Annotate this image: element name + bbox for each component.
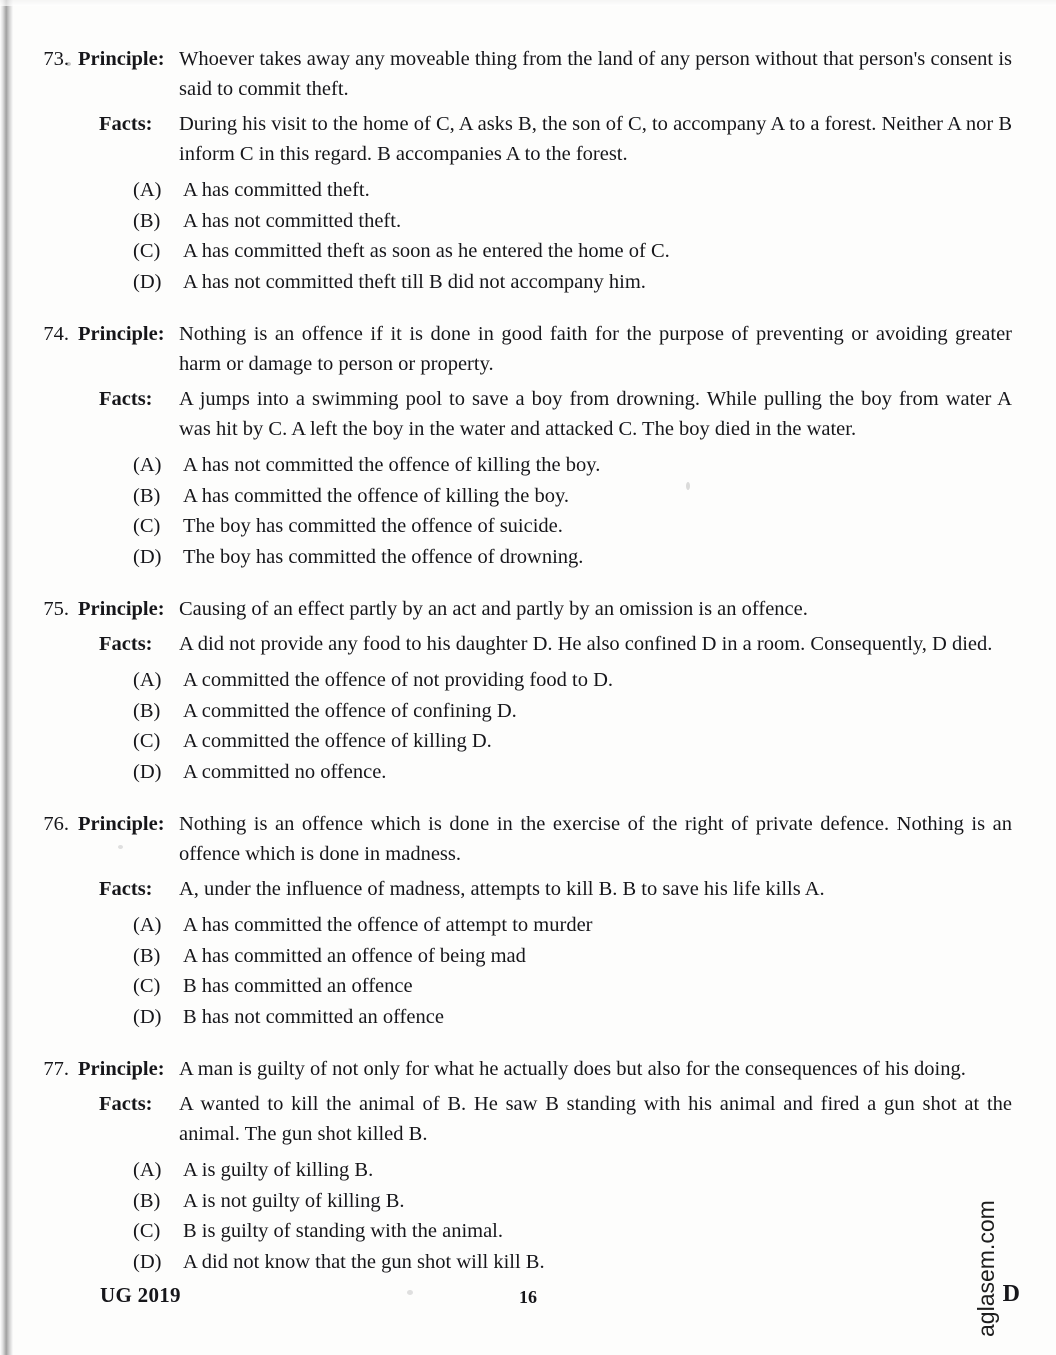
set-code: D	[1002, 1281, 1020, 1307]
facts-text: A, under the influence of madness, attempts to kill B. B to save his life kills A.	[179, 878, 825, 900]
facts-row	[0, 874, 1056, 904]
option-text: A has committed theft.	[183, 179, 370, 201]
exam-code: UG 2019	[100, 1283, 181, 1307]
principle-text: A man is guilty of not only for what he actually does but also for the consequences of his doing.	[179, 1058, 966, 1080]
principle-text: Causing of an effect partly by an act and partly by an omission is an offence.	[179, 598, 808, 620]
watermark-text: aglasem.com	[973, 1200, 999, 1337]
question-number: 76.	[43, 813, 69, 835]
option-key: (B)	[133, 944, 161, 967]
watermark	[973, 1167, 1030, 1337]
facts-text: During his visit to the home of C, A asks B, the son of C, to accompany A to a forest. Neither A nor B inform C in this regard. B accompanies A to the forest.	[179, 113, 1012, 165]
option-key: (A)	[133, 1159, 162, 1181]
facts-text: A did not provide any food to his daughter D. He also confined D in a room. Consequently, D died.	[179, 633, 993, 655]
facts-text: A jumps into a swimming pool to save a boy from drowning. While pulling the boy from water A was hit by C. A left the boy in the water and attacked C. The boy died in the water.	[179, 388, 1012, 440]
question-number: 74.	[43, 323, 69, 345]
option-key: (B)	[133, 699, 161, 722]
option-text: A committed the offence of not providing food to D.	[183, 669, 614, 691]
option-text: A committed no offence.	[183, 760, 387, 783]
answer-option[interactable]	[0, 910, 1056, 941]
option-key: (A)	[133, 179, 162, 201]
answer-option[interactable]	[0, 971, 1056, 1002]
option-text: A has not committed theft.	[183, 209, 402, 232]
facts-label: Facts:	[99, 113, 153, 135]
principle-label: Principle:	[78, 1058, 165, 1080]
facts-label: Facts:	[99, 878, 153, 900]
answer-option[interactable]	[0, 1216, 1056, 1247]
option-key: (B)	[133, 1189, 161, 1212]
answer-option[interactable]	[0, 757, 1056, 788]
principle-row	[0, 1054, 1056, 1084]
option-text: A has committed the offence of killing the boy.	[183, 484, 569, 507]
option-key: (D)	[133, 760, 162, 783]
option-text: A has committed an offence of being mad	[183, 944, 526, 967]
block-spacer	[0, 787, 1056, 809]
answer-option[interactable]	[0, 665, 1056, 696]
facts-label: Facts:	[99, 388, 153, 410]
facts-row	[0, 109, 1056, 169]
principle-row	[0, 319, 1056, 379]
facts-text: A wanted to kill the animal of B. He saw B standing with his animal and fired a gun shot at the animal. The gun shot killed B.	[179, 1093, 1012, 1145]
option-text: A is not guilty of killing B.	[183, 1189, 405, 1212]
answer-option[interactable]	[0, 941, 1056, 972]
page-footer	[0, 1283, 1056, 1317]
principle-label: Principle:	[78, 48, 165, 70]
answer-option[interactable]	[0, 1247, 1056, 1278]
answer-option[interactable]	[0, 206, 1056, 237]
option-text: The boy has committed the offence of suicide.	[183, 515, 563, 537]
option-text: The boy has committed the offence of drowning.	[183, 545, 584, 568]
answer-option[interactable]	[0, 236, 1056, 267]
option-text: A has not committed theft till B did not accompany him.	[183, 270, 646, 293]
option-key: (C)	[133, 730, 161, 752]
option-key: (C)	[133, 240, 161, 262]
question-number: 75.	[43, 598, 69, 620]
principle-label: Principle:	[78, 323, 165, 345]
answer-option[interactable]	[0, 1186, 1056, 1217]
answer-option[interactable]	[0, 481, 1056, 512]
option-text: B is guilty of standing with the animal.	[183, 1220, 504, 1242]
option-key: (B)	[133, 484, 161, 507]
principle-text: Nothing is an offence which is done in the exercise of the right of private defence. Nothing is an offence which is done in madness.	[179, 813, 1012, 865]
facts-row	[0, 1089, 1056, 1149]
principle-row	[0, 809, 1056, 869]
option-key: (C)	[133, 515, 161, 537]
answer-option[interactable]	[0, 175, 1056, 206]
option-key: (D)	[133, 270, 162, 293]
page-number: 16	[519, 1287, 537, 1307]
answer-option[interactable]	[0, 450, 1056, 481]
option-text: A committed the offence of confining D.	[183, 699, 517, 722]
question-block	[0, 319, 1056, 572]
principle-row	[0, 44, 1056, 104]
question-block	[0, 1054, 1056, 1277]
option-text: A did not know that the gun shot will kill B.	[183, 1250, 545, 1273]
principle-label: Principle:	[78, 813, 165, 835]
answer-option[interactable]	[0, 726, 1056, 757]
option-key: (D)	[133, 545, 162, 568]
option-key: (D)	[133, 1250, 162, 1273]
option-text: A has committed theft as soon as he entered the home of C.	[183, 240, 670, 262]
option-key: (C)	[133, 1220, 161, 1242]
question-block	[0, 594, 1056, 787]
option-text: A committed the offence of killing D.	[183, 730, 492, 752]
option-text: A has committed the offence of attempt to murder	[183, 914, 593, 936]
answer-option[interactable]	[0, 267, 1056, 298]
answer-option[interactable]	[0, 1002, 1056, 1033]
option-key: (C)	[133, 975, 161, 997]
answer-option[interactable]	[0, 511, 1056, 542]
question-block	[0, 44, 1056, 297]
principle-label: Principle:	[78, 598, 165, 620]
option-text: A is guilty of killing B.	[183, 1159, 374, 1181]
answer-option[interactable]	[0, 696, 1056, 727]
option-text: B has not committed an offence	[183, 1005, 444, 1028]
option-key: (D)	[133, 1005, 162, 1028]
facts-label: Facts:	[99, 633, 153, 655]
option-text: B has committed an offence	[183, 975, 413, 997]
option-key: (B)	[133, 209, 161, 232]
option-key: (A)	[133, 669, 162, 691]
block-spacer	[0, 1032, 1056, 1054]
answer-option[interactable]	[0, 542, 1056, 573]
principle-row	[0, 594, 1056, 624]
question-block	[0, 809, 1056, 1032]
principle-text: Whoever takes away any moveable thing from the land of any person without that person's consent is said to commit theft.	[179, 48, 1012, 100]
question-number: 77.	[43, 1058, 69, 1080]
option-text: A has not committed the offence of killing the boy.	[183, 454, 601, 476]
answer-option[interactable]	[0, 1155, 1056, 1186]
facts-row	[0, 629, 1056, 659]
block-spacer	[0, 297, 1056, 319]
principle-text: Nothing is an offence if it is done in good faith for the purpose of preventing or avoiding greater harm or damage to person or property.	[179, 323, 1012, 375]
option-key: (A)	[133, 914, 162, 936]
block-spacer	[0, 572, 1056, 594]
option-key: (A)	[133, 454, 162, 476]
facts-row	[0, 384, 1056, 444]
question-number: 73.	[43, 48, 69, 70]
facts-label: Facts:	[99, 1093, 153, 1115]
